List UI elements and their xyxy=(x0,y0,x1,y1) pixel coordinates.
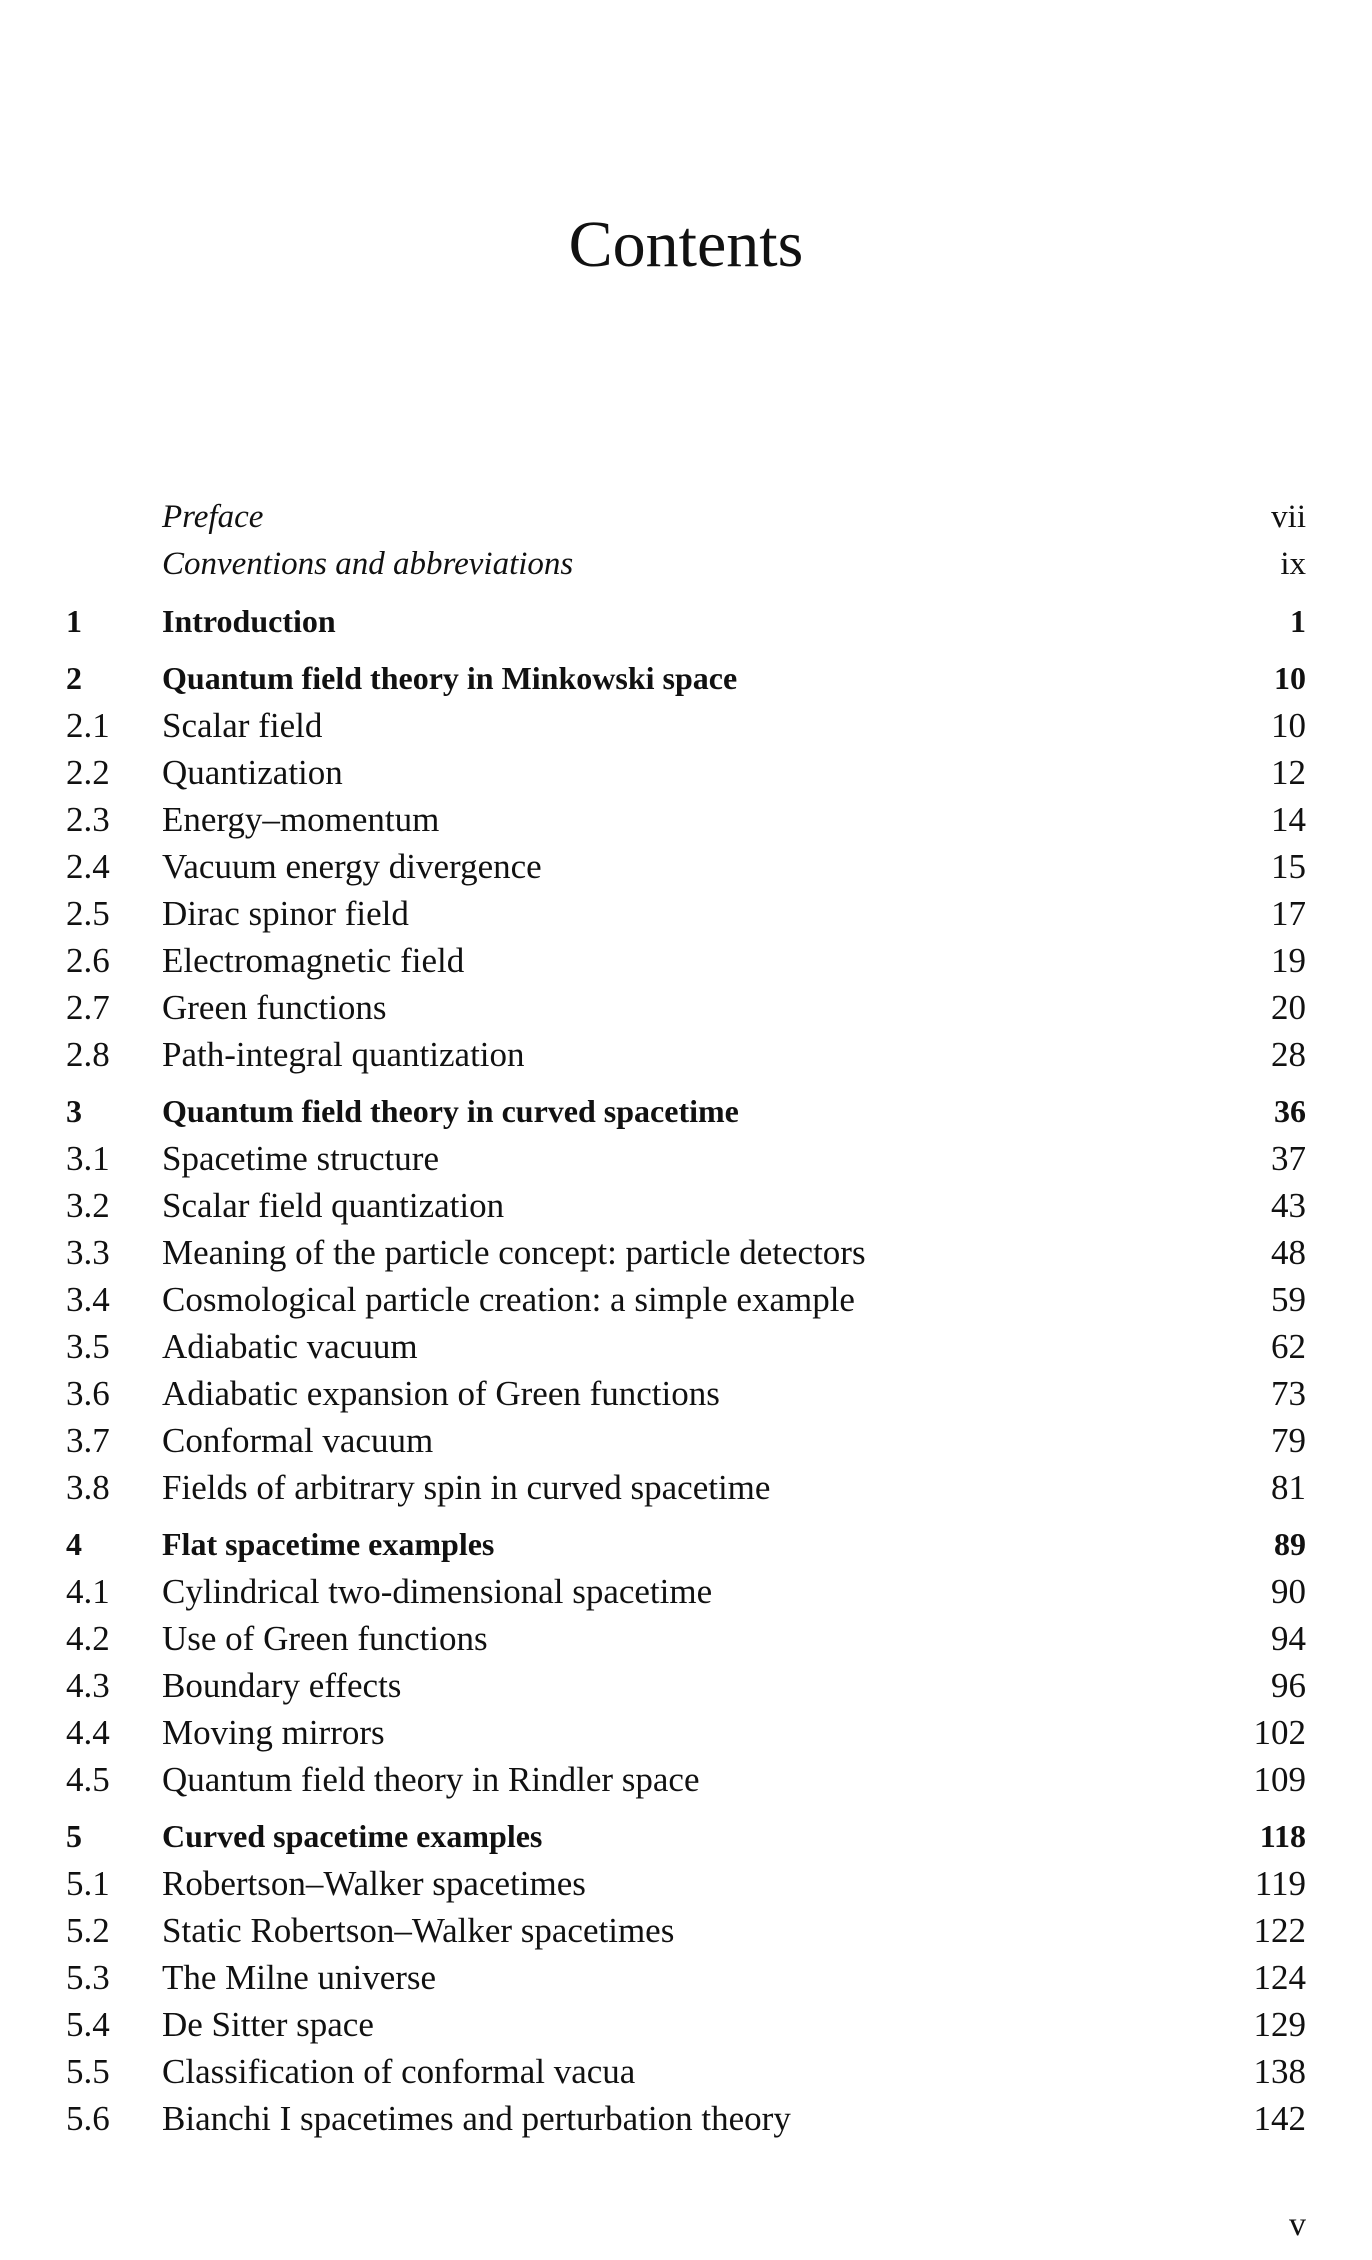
section-number: 3.4 xyxy=(66,1280,110,1319)
chapter-number: 4 xyxy=(66,1526,82,1562)
toc-section-4-3[interactable] xyxy=(66,1662,1306,1709)
chapter-title: Flat spacetime examples xyxy=(162,1526,495,1562)
chapter-number: 1 xyxy=(66,603,82,639)
section-page: 43 xyxy=(1271,1186,1306,1225)
toc-section-4-5[interactable] xyxy=(66,1756,1306,1803)
section-title: Scalar field xyxy=(162,706,323,745)
section-page: 10 xyxy=(1271,706,1306,745)
section-number: 2.3 xyxy=(66,800,110,839)
chapter-title: Introduction xyxy=(162,603,336,639)
toc-chapter-3[interactable] xyxy=(66,1088,1306,1135)
section-page: 19 xyxy=(1271,941,1306,980)
section-title: Boundary effects xyxy=(162,1666,402,1705)
section-page: 37 xyxy=(1271,1139,1306,1178)
section-number: 3.7 xyxy=(66,1421,110,1460)
section-page: 59 xyxy=(1271,1280,1306,1319)
toc-section-3-5[interactable] xyxy=(66,1323,1306,1370)
section-title: Fields of arbitrary spin in curved spacetime xyxy=(162,1468,771,1507)
section-number: 4.4 xyxy=(66,1713,110,1752)
toc-section-5-6[interactable] xyxy=(66,2095,1306,2142)
section-number: 2.7 xyxy=(66,988,110,1027)
section-title: Adiabatic vacuum xyxy=(162,1327,418,1366)
chapter-page: 1 xyxy=(1290,603,1306,639)
chapter-page: 36 xyxy=(1274,1093,1306,1129)
section-number: 4.5 xyxy=(66,1760,110,1799)
section-page: 79 xyxy=(1271,1421,1306,1460)
toc-section-4-2[interactable] xyxy=(66,1615,1306,1662)
section-page: 94 xyxy=(1271,1619,1306,1658)
section-title: Static Robertson–Walker spacetimes xyxy=(162,1911,675,1950)
section-number: 5.3 xyxy=(66,1958,110,1997)
section-page: 90 xyxy=(1271,1572,1306,1611)
toc-section-5-1[interactable] xyxy=(66,1860,1306,1907)
section-number: 5.2 xyxy=(66,1911,110,1950)
toc-section-4-1[interactable] xyxy=(66,1568,1306,1615)
toc-section-5-2[interactable] xyxy=(66,1907,1306,1954)
chapter-title: Quantum field theory in curved spacetime xyxy=(162,1093,739,1129)
section-title: Cylindrical two-dimensional spacetime xyxy=(162,1572,713,1611)
section-page: 14 xyxy=(1271,800,1306,839)
section-number: 3.2 xyxy=(66,1186,110,1225)
section-number: 3.5 xyxy=(66,1327,110,1366)
entry-title: Preface xyxy=(162,499,264,535)
section-number: 2.6 xyxy=(66,941,110,980)
section-title: Classification of conformal vacua xyxy=(162,2052,636,2091)
toc-chapter-4[interactable] xyxy=(66,1521,1306,1568)
section-page: 15 xyxy=(1271,847,1306,886)
toc-entry-conventions[interactable] xyxy=(66,541,1306,588)
section-number: 5.1 xyxy=(66,1864,110,1903)
section-title: Quantization xyxy=(162,753,343,792)
section-title: Bianchi I spacetimes and perturbation theory xyxy=(162,2099,791,2138)
section-number: 3.6 xyxy=(66,1374,110,1413)
chapter-page: 89 xyxy=(1274,1526,1306,1562)
toc-section-3-6[interactable] xyxy=(66,1370,1306,1417)
section-page: 142 xyxy=(1253,2099,1306,2138)
section-number: 2.8 xyxy=(66,1035,110,1074)
section-number: 2.2 xyxy=(66,753,110,792)
section-title: Green functions xyxy=(162,988,387,1027)
section-title: Energy–momentum xyxy=(162,800,440,839)
toc-section-3-4[interactable] xyxy=(66,1276,1306,1323)
section-page: 62 xyxy=(1271,1327,1306,1366)
toc-chapter-5[interactable] xyxy=(66,1813,1306,1860)
toc-chapter-2[interactable] xyxy=(66,655,1306,702)
toc-section-5-5[interactable] xyxy=(66,2048,1306,2095)
section-page: 124 xyxy=(1253,1958,1306,1997)
section-title: Path-integral quantization xyxy=(162,1035,525,1074)
section-page: 119 xyxy=(1254,1864,1306,1903)
section-page: 73 xyxy=(1271,1374,1306,1413)
section-page: 81 xyxy=(1271,1468,1306,1507)
section-number: 3.8 xyxy=(66,1468,110,1507)
section-number: 4.3 xyxy=(66,1666,110,1705)
section-page: 48 xyxy=(1271,1233,1306,1272)
toc-section-2-5[interactable] xyxy=(66,890,1306,937)
section-number: 5.4 xyxy=(66,2005,110,2044)
section-title: Conformal vacuum xyxy=(162,1421,434,1460)
section-title: De Sitter space xyxy=(162,2005,374,2044)
toc-section-3-3[interactable] xyxy=(66,1229,1306,1276)
section-number: 2.1 xyxy=(66,706,110,745)
chapter-page: 118 xyxy=(1259,1818,1306,1854)
section-page: 102 xyxy=(1253,1713,1306,1752)
section-page: 20 xyxy=(1271,988,1306,1027)
table-of-contents xyxy=(66,494,1306,2142)
toc-section-3-7[interactable] xyxy=(66,1417,1306,1464)
chapter-number: 3 xyxy=(66,1093,82,1129)
section-number: 2.5 xyxy=(66,894,110,933)
section-page: 138 xyxy=(1253,2052,1306,2091)
section-page: 122 xyxy=(1253,1911,1306,1950)
section-number: 4.2 xyxy=(66,1619,110,1658)
chapter-title: Quantum field theory in Minkowski space xyxy=(162,660,738,696)
toc-section-3-2[interactable] xyxy=(66,1182,1306,1229)
section-title: Dirac spinor field xyxy=(162,894,409,933)
toc-section-2-2[interactable] xyxy=(66,749,1306,796)
section-number: 3.3 xyxy=(66,1233,110,1272)
section-page: 129 xyxy=(1253,2005,1306,2044)
toc-section-2-8[interactable] xyxy=(66,1031,1306,1078)
page-title: Contents xyxy=(568,208,804,281)
toc-entry-preface[interactable] xyxy=(66,494,1306,541)
section-page: 109 xyxy=(1253,1760,1306,1799)
section-number: 3.1 xyxy=(66,1139,110,1178)
section-title: The Milne universe xyxy=(162,1958,437,1997)
chapter-title: Curved spacetime examples xyxy=(162,1818,543,1854)
toc-section-3-1[interactable] xyxy=(66,1135,1306,1182)
section-title: Spacetime structure xyxy=(162,1139,439,1178)
toc-section-4-4[interactable] xyxy=(66,1709,1306,1756)
section-title: Adiabatic expansion of Green functions xyxy=(162,1374,720,1413)
toc-section-5-3[interactable] xyxy=(66,1954,1306,2001)
toc-section-2-7[interactable] xyxy=(66,984,1306,1031)
section-title: Meaning of the particle concept: particle detectors xyxy=(162,1233,866,1272)
section-number: 5.5 xyxy=(66,2052,110,2091)
section-page: 17 xyxy=(1271,894,1306,933)
section-title: Cosmological particle creation: a simple example xyxy=(162,1280,855,1319)
toc-section-2-6[interactable] xyxy=(66,937,1306,984)
chapter-page: 10 xyxy=(1274,660,1306,696)
toc-section-2-4[interactable] xyxy=(66,843,1306,890)
page-number: v xyxy=(1289,2206,1306,2243)
section-title: Robertson–Walker spacetimes xyxy=(162,1864,586,1903)
toc-section-2-3[interactable] xyxy=(66,796,1306,843)
section-title: Moving mirrors xyxy=(162,1713,385,1752)
section-title: Vacuum energy divergence xyxy=(162,847,542,886)
toc-section-2-1[interactable] xyxy=(66,702,1306,749)
toc-chapter-1[interactable] xyxy=(66,598,1306,645)
section-title: Quantum field theory in Rindler space xyxy=(162,1760,700,1799)
section-number: 5.6 xyxy=(66,2099,110,2138)
section-title: Electromagnetic field xyxy=(162,941,465,980)
chapter-number: 5 xyxy=(66,1818,82,1854)
section-page: 28 xyxy=(1271,1035,1306,1074)
section-page: 96 xyxy=(1271,1666,1306,1705)
toc-section-5-4[interactable] xyxy=(66,2001,1306,2048)
toc-section-3-8[interactable] xyxy=(66,1464,1306,1511)
entry-page: vii xyxy=(1271,499,1306,535)
section-title: Use of Green functions xyxy=(162,1619,488,1658)
chapter-number: 2 xyxy=(66,660,82,696)
entry-title: Conventions and abbreviations xyxy=(162,546,574,582)
section-title: Scalar field quantization xyxy=(162,1186,505,1225)
section-page: 12 xyxy=(1271,753,1306,792)
section-number: 4.1 xyxy=(66,1572,110,1611)
section-number: 2.4 xyxy=(66,847,110,886)
entry-page: ix xyxy=(1280,546,1306,582)
